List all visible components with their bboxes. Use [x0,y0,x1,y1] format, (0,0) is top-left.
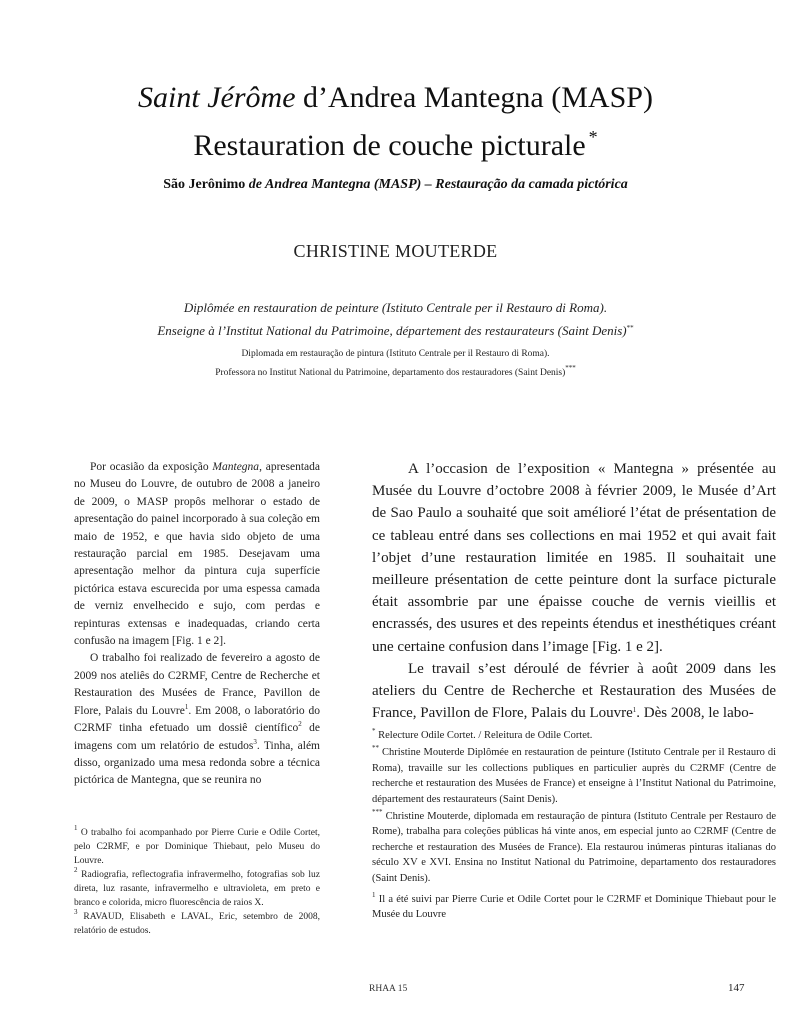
pt-p2-text-b: . Em 2008, o laboratório do C2RMF tinha efetuado um dossiê científico [74,704,320,735]
footnote-mark: 1 [74,824,78,832]
pt-p1-text-b: , apresentada no Museu do Louvre, de outubro de 2008 a janeiro de 2009, o MASP propôs melhorar o estado de apresentação do painel incorporado à sua coleção em maio de 1952, e que havia sido objeto de uma restauração parcial em 1985. Desejavam uma apresentação melhor da pintura cuja superfície pictórica estava escurecida por uma espessa camada de verniz envelhecido e sujo, com perdas e repinturas extensas e inadequadas, criando certa confusão na imagem [Fig. 1 e 2]. [74,461,320,648]
pt-footnote-ref-3[interactable]: 3 [253,737,257,746]
footnote-item [372,728,776,743]
fr-p2-text-b: . Dès 2008, le labo- [636,705,754,722]
pt-footnote-ref-2[interactable]: 2 [298,720,302,729]
journal-name: RHAA 15 [369,984,408,994]
footnote-text: Christine Mouterde, diplomada em restauração de pintura (Istituto Centrale per Restauro de Rome), trabalha para coleções públicas há vinte anos, em especial junto ao C2RMF (Centre de recherche et restauration des Musées de France). Ela restaurou inúmeras pinturas italianas do século XV e XVI. Ensina no Institut National du Patrimoine, departamento dos restauradores (Saint Denis). [372,811,776,884]
footnote-item [74,910,320,938]
affiliation-french-line2-text: Enseigne à l’Institut National du Patrimoine, département des restaurateurs (Saint Denis) [157,323,627,338]
footnote-mark: 1 [372,891,376,900]
footnote-text: Radiografia, reflectografia infravermelho, fotografias sob luz direta, luz rasante, infravermelho e ultravioleta, em preto e branco e colorida, micro fluorescência de raios X. [74,870,320,908]
footnote-item [372,892,776,923]
french-body-column [372,458,776,724]
footnote-mark: ** [372,744,379,753]
title-italic-part: Saint Jérôme [138,81,296,114]
french-paragraph-1: A l’occasion de l’exposition « Mantegna » présentée au Musée du Louvre d’octobre 2008 à février 2009, le Musée d’Art de Sao Paulo a souhaité que soit amélioré l’état de présentation de ce tableau entré dans ses collections en mai 1952 et qui avait fait l’objet d’une restauration limitée en 1985. Il souhaitait une meilleure présentation de cette peinture dont la surface picturale était assombrie par une épaisse couche de vernis vieillis et encrassés, des usures et des repeints étendus et inesthétiques créant une certaine confusion dans l’image [Fig. 1 e 2]. [372,461,776,655]
affiliation-french [0,297,791,341]
footnote-mark: *** [372,808,383,817]
footnote-item [74,826,320,868]
pt-p1-italic: Mantegna [212,461,260,473]
portuguese-footnotes [74,826,320,938]
pt-p2-text-d: . Tinha, além disso, organizado uma mesa redonda sobre a técnica pictórica de Mantegna, que se reunira no [74,739,320,787]
affiliation-french-line2 [0,318,791,341]
footnote-text: Christine Mouterde Diplômée en restauration de peinture (Istituto Centrale per il Restauro di Roma), travaille sur les collections publiques en particulier auprès du C2RMF (Centre de recherche et restauration des Musées de France) et enseigne à l’Institut National du Patrimoine, département des restaurateurs (Saint Denis). [372,747,776,805]
pt-p1-text-a: Por ocasião da exposição [90,461,213,473]
affiliation-portuguese-line2-text: Professora no Institut National du Patrimoine, departamento dos restauradores (Saint Denis) [215,368,566,378]
title-rest: d’Andrea Mantegna (MASP) [295,81,653,114]
affiliation-portuguese-line2 [0,361,791,380]
fr-footnote-ref-1[interactable]: 1 [632,706,637,715]
author-name: CHRISTINE MOUTERDE [293,241,498,261]
footnote-mark: * [372,727,376,735]
french-paragraph-2 [372,658,776,725]
footnote-text: RAVAUD, Elisabeth e LAVAL, Eric, setembro de 2008, relatório de estudos. [74,912,320,936]
footnote-item [74,868,320,910]
affiliation-french-line1: Diplômée en restauration de peinture (Istituto Centrale per il Restauro di Roma). [183,300,608,315]
footnote-text: Relecture Odile Cortet. / Releitura de Odile Cortet. [375,730,593,741]
french-footnotes [372,728,776,925]
pt-footnote-ref-1[interactable]: 1 [184,702,189,711]
page-number: 147 [728,982,745,994]
article-subtitle [0,177,791,193]
article-title-line1 [0,80,791,116]
fr-p2-text-a: Le travail s’est déroulé de février à août 2009 dans les ateliers du Centre de Recherche et Restauration des Musées de France, Pavillon de Flore, Palais du Louvre [372,660,776,722]
pt-p2-text-a: O trabalho foi realizado de fevereiro a agosto de 2009 nos ateliês do C2RMF, Centre de Recherche et Restauration des Musées de France, Pavillon de Flore, Palais du Louvre [74,652,320,717]
portuguese-paragraph-1 [74,459,320,650]
portuguese-body-column [74,459,320,790]
title-footnote-mark: * [588,127,598,147]
affiliation-portuguese-line1: Diplomada em restauração de pintura (Istituto Centrale per il Restauro di Roma). [241,349,550,359]
subtitle-italic: de Andrea Mantegna (MASP) – Restauração da camada pictórica [248,177,628,192]
subtitle-bold: São Jerônimo [163,177,249,192]
affiliation-portuguese-mark: *** [565,364,576,372]
footnote-text: O trabalho foi acompanhado por Pierre Curie e Odile Cortet, pelo C2RMF, e por Dominique Thiebaut, pelo Museu do Louvre. [74,828,320,866]
title-line2-text: Restauration de couche picturale [193,129,586,162]
pt-p2-text-c: de imagens com um relatório de estudos [74,722,320,752]
article-title-line2 [0,119,791,164]
affiliation-portuguese [0,347,791,380]
footnote-item [372,809,776,886]
portuguese-paragraph-2 [74,650,320,789]
footnote-mark: 2 [74,866,78,874]
footnote-text: Il a été suivi par Pierre Curie et Odile Cortet pour le C2RMF et Dominique Thiebaut pour le Musée du Louvre [372,894,776,921]
footnote-mark: 3 [74,908,78,916]
footnote-item [372,745,776,807]
affiliation-french-mark: ** [626,324,634,332]
